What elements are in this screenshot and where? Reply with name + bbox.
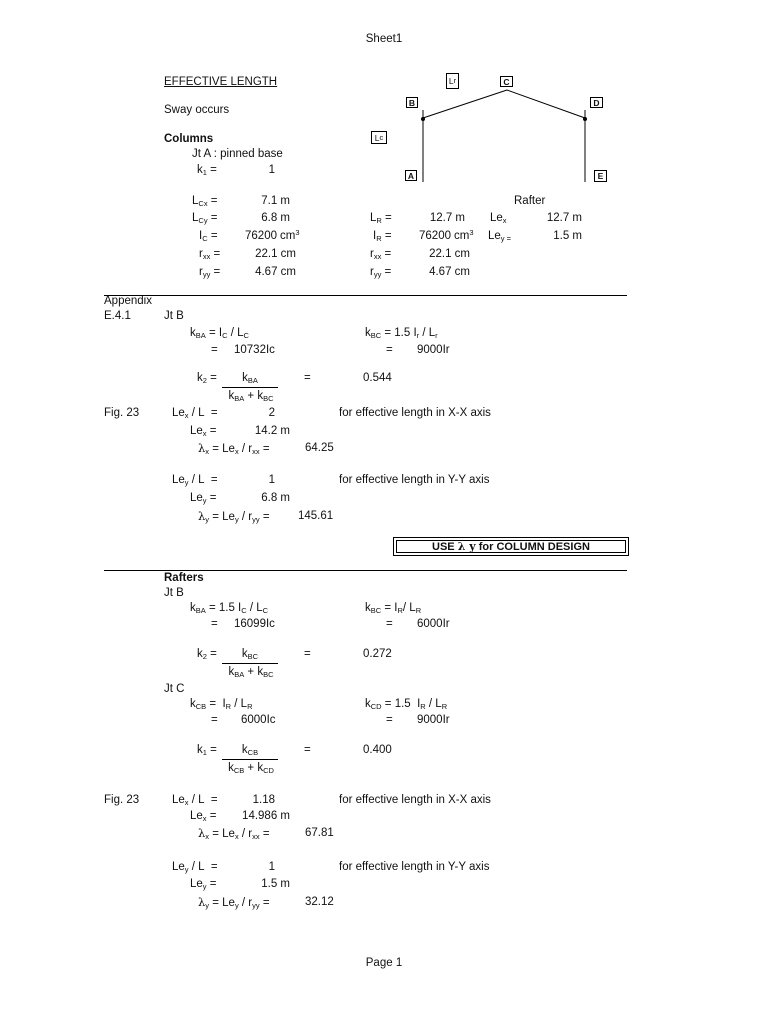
lexl-label: $Le_x$ / L =: [172, 407, 218, 420]
fraction-line: [222, 759, 278, 760]
kba2-value: 16099Ic: [234, 618, 275, 630]
r-lex-value: 12.7 m: [546, 212, 582, 224]
k1b-value: 0.400: [363, 744, 392, 756]
ley2-label: $Le_y$ =: [190, 878, 217, 891]
jt-b-label-2: Jt B: [164, 587, 184, 599]
lambda-y2-value: 32.12: [305, 896, 334, 908]
leyl-label: $Le_y$ / L =: [172, 474, 218, 487]
node-a-label: A: [405, 170, 417, 181]
node-b-label: B: [406, 97, 418, 108]
portal-frame-diagram: [400, 70, 620, 190]
k2b-value: 0.272: [363, 648, 392, 660]
r-rxx-value: 22.1 cm: [429, 248, 470, 260]
r-rxx-label: $r_{xx}$ =: [370, 248, 392, 261]
lambda-x-formula: $\lambda_x = Le_x / r_{xx}$ =: [198, 441, 270, 456]
leyl2-label: $Le_y$ / L =: [172, 861, 218, 874]
lcy-label: $L_{Cy}$ =: [192, 212, 218, 225]
k1b-label: $k_1$ =: [197, 744, 217, 757]
lambda-x-value: 64.25: [305, 442, 334, 454]
page-title: EFFECTIVE LENGTH: [164, 76, 278, 88]
ic-label: $I_C$ =: [199, 230, 218, 243]
lexl-value: 2: [268, 407, 275, 419]
ryy-value: 4.67 cm: [255, 266, 296, 278]
kba-eq: =: [211, 344, 218, 356]
k1b-eq: =: [304, 744, 311, 756]
kcd-formula: $k_{CD} = 1.5$ $I_R / L_R$: [365, 698, 448, 711]
node-e-label: E: [594, 170, 607, 182]
kcb-value: 6000Ic: [241, 714, 276, 726]
fraction-line: [222, 387, 278, 388]
ryy-label: $r_{yy}$ =: [199, 266, 221, 279]
lambda-y-value: 145.61: [298, 510, 334, 522]
k2-value: 0.544: [363, 372, 392, 384]
lexl2-label: $Le_x$ / L =: [172, 794, 218, 807]
kbc-value: 9000Ir: [417, 344, 450, 356]
fraction-line: [222, 663, 278, 664]
kbc2-formula: $k_{BC} = I_R/$ $L_R$: [365, 602, 422, 615]
fig23-label-2: Fig. 23: [104, 794, 140, 806]
r-lex-label: $Le_x$: [490, 212, 507, 225]
lambda-y2-formula: $\lambda_y = Le_y / r_{yy}$ =: [198, 895, 270, 910]
rxx-value: 22.1 cm: [255, 248, 296, 260]
use-lambda-box: [393, 537, 629, 556]
kba2-formula: $k_{BA} = 1.5$ $I_C / L_C$: [190, 602, 269, 615]
kcb-eq: =: [211, 714, 218, 726]
page-number: Page 1: [365, 957, 403, 969]
lcx-label: $L_{Cx}$ =: [192, 195, 218, 208]
jt-b-label: Jt B: [164, 310, 184, 322]
lc-label: L c: [371, 131, 387, 144]
rxx-label: $r_{xx}$ =: [199, 248, 221, 261]
xx-note-2: for effective length in X-X axis: [339, 794, 491, 806]
r-ryy-value: 4.67 cm: [429, 266, 470, 278]
k1-label: $k_1$ =: [197, 164, 217, 177]
k1b-denominator: $k_{CB} + k_{CD}$: [228, 762, 274, 775]
k1b-numerator: $k_{CB}$: [241, 744, 259, 757]
use-lambda: λ y: [457, 540, 476, 553]
rafters-heading: Rafters: [164, 572, 204, 584]
kba-value: 10732Ic: [234, 344, 275, 356]
ic-value: 76200: [245, 230, 277, 242]
use-prefix: USE: [432, 540, 455, 553]
kcb-formula: $k_{CB} = I_R / L_R$: [190, 698, 253, 711]
lcx-value: 7.1 m: [261, 195, 290, 207]
lexl2-value: 1.18: [252, 794, 275, 806]
use-suffix: for COLUMN DESIGN: [478, 540, 590, 553]
yy-note-2: for effective length in Y-Y axis: [339, 861, 490, 873]
rafter-heading: Rafter: [514, 195, 546, 207]
jt-c-label: Jt C: [164, 683, 185, 695]
fig23-label: Fig. 23: [104, 407, 140, 419]
k2-denominator: $k_{BA} + k_{BC}$: [228, 390, 274, 403]
sway-text: Sway occurs: [164, 104, 230, 116]
e41-label: E.4.1: [104, 310, 131, 322]
node-d-label: D: [590, 97, 603, 108]
k2-numerator: $k_{BA}$: [242, 372, 258, 385]
columns-heading: Columns: [164, 133, 214, 145]
appendix-label: Appendix: [104, 295, 152, 307]
sheet-title: Sheet1: [365, 33, 403, 45]
kcd-eq: =: [386, 714, 393, 726]
ic-unit: $cm^3$: [280, 228, 300, 242]
kcd-value: 9000Ir: [417, 714, 450, 726]
lex2-label: $Le_x$ =: [190, 810, 217, 823]
lcy-value: 6.8 m: [261, 212, 290, 224]
r-ley-value: 1.5 m: [553, 230, 582, 242]
leyl2-value: 1: [268, 861, 275, 873]
xx-note: for effective length in X-X axis: [339, 407, 491, 419]
ley2-value: 1.5 m: [261, 878, 290, 890]
lambda-x2-value: 67.81: [305, 827, 334, 839]
lex2-value: 14.986 m: [242, 810, 290, 822]
leyl-value: 1: [268, 474, 275, 486]
k2-eq: =: [304, 372, 311, 384]
kba2-eq: =: [211, 618, 218, 630]
r-ley-label: $Le_{y =}$: [488, 230, 512, 243]
ley-value: 6.8 m: [261, 492, 290, 504]
k1-value: 1: [268, 164, 275, 176]
ir-value: 76200: [419, 230, 451, 242]
kbc2-value: 6000Ir: [417, 618, 450, 630]
kbc-formula: $k_{BC} = 1.5$ $I_r / L_r$: [365, 327, 438, 340]
kba-formula: $k_{BA} = I_C / L_C$: [190, 327, 249, 340]
lex-value: 14.2 m: [254, 425, 290, 437]
ir-label: $I_R$ =: [373, 230, 392, 243]
kbc-eq: =: [386, 344, 393, 356]
k2b-numerator: $k_{BC}$: [241, 648, 259, 661]
lex-label: $Le_x$ =: [190, 425, 217, 438]
ley-label: $Le_y$ =: [190, 492, 217, 505]
yy-note: for effective length in Y-Y axis: [339, 474, 490, 486]
jt-a-text: Jt A : pinned base: [192, 148, 283, 160]
lr-prop-label: $L_R$ =: [370, 212, 392, 225]
lr-prop-value: 12.7 m: [429, 212, 465, 224]
lr-label: L r: [446, 73, 459, 89]
k2-label: $k_2$ =: [197, 372, 217, 385]
k2b-denominator: $k_{BA} + k_{BC}$: [228, 666, 274, 679]
lambda-x2-formula: $\lambda_x = Le_x / r_{xx}$ =: [198, 826, 270, 841]
node-c-label: C: [500, 76, 513, 87]
lambda-y-formula: $\lambda_y = Le_y / r_{yy}$ =: [198, 509, 270, 524]
r-ryy-label: $r_{yy}$ =: [370, 266, 392, 279]
kbc2-eq: =: [386, 618, 393, 630]
divider: [104, 295, 627, 296]
k2b-label: $k_2$ =: [197, 648, 217, 661]
k2b-eq: =: [304, 648, 311, 660]
ir-unit: $cm^3$: [454, 228, 474, 242]
